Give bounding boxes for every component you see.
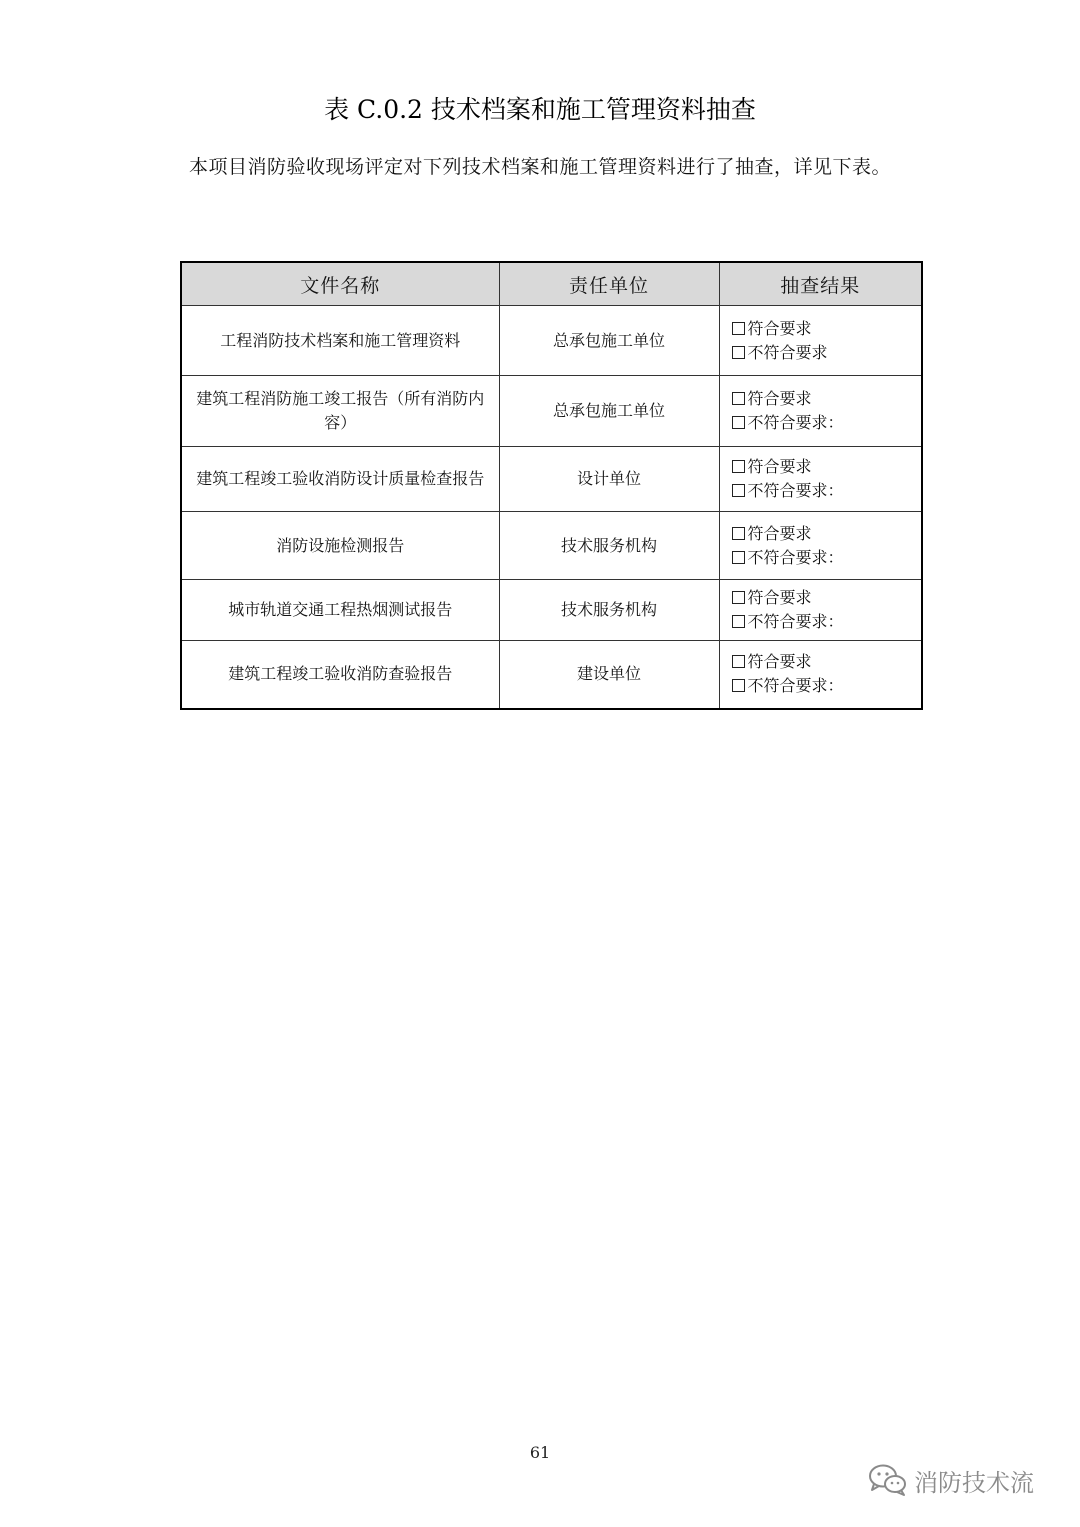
checkbox-icon[interactable] [732, 551, 745, 564]
pass-label: 符合要求 [747, 523, 812, 543]
header-file-name: 文件名称 [181, 262, 499, 306]
unit-cell: 技术服务机构 [499, 512, 719, 580]
fail-option[interactable] [732, 610, 912, 634]
fail-option[interactable] [732, 479, 912, 503]
checkbox-icon[interactable] [732, 527, 745, 540]
fail-label: 不符合要求 [747, 342, 828, 362]
file-name-cell: 消防设施检测报告 [181, 512, 499, 580]
table-row [181, 512, 922, 580]
table-row [181, 580, 922, 641]
document-title: 表 C.0.2 技术档案和施工管理资料抽查 [324, 95, 756, 124]
fail-label: 不符合要求： [747, 547, 844, 567]
result-cell [719, 306, 922, 376]
pass-label: 符合要求 [747, 457, 812, 476]
pass-option[interactable] [732, 387, 912, 411]
table-row [181, 306, 922, 376]
fail-label: 不符合要求： [747, 612, 844, 631]
watermark-text: 消防技术流 [914, 1468, 1034, 1497]
pass-option[interactable] [732, 317, 912, 341]
file-name-cell: 建筑工程竣工验收消防查验报告 [181, 641, 499, 709]
result-cell [719, 580, 922, 641]
checkbox-icon[interactable] [732, 416, 745, 429]
unit-cell: 总承包施工单位 [499, 306, 719, 376]
checkbox-icon[interactable] [732, 346, 745, 359]
checkbox-icon[interactable] [732, 392, 745, 405]
checkbox-icon[interactable] [732, 615, 745, 628]
fail-option[interactable] [732, 546, 912, 570]
fail-option[interactable] [732, 674, 912, 698]
checkbox-icon[interactable] [732, 460, 745, 473]
fail-label: 不符合要求： [747, 676, 844, 696]
intro-paragraph: 本项目消防验收现场评定对下列技术档案和施工管理资料进行了抽查，详见下表。 [188, 156, 891, 178]
unit-cell: 建设单位 [499, 641, 719, 709]
pass-option[interactable] [732, 586, 912, 610]
result-cell [719, 641, 922, 709]
fail-option[interactable] [732, 411, 912, 435]
checkbox-icon[interactable] [732, 591, 745, 604]
fail-option[interactable] [732, 341, 912, 365]
pass-label: 符合要求 [747, 389, 812, 408]
wechat-icon [868, 1463, 908, 1497]
unit-cell: 技术服务机构 [499, 580, 719, 641]
header-responsible-unit: 责任单位 [499, 262, 719, 306]
checkbox-icon[interactable] [732, 655, 745, 668]
file-name-cell: 建筑工程竣工验收消防设计质量检查报告 [181, 447, 499, 512]
file-name-cell: 工程消防技术档案和施工管理资料 [181, 306, 499, 376]
table-row [181, 376, 922, 447]
checkbox-icon[interactable] [732, 322, 745, 335]
unit-cell: 总承包施工单位 [499, 376, 719, 447]
archive-check-table [180, 261, 923, 710]
header-check-result: 抽查结果 [719, 262, 922, 306]
table-row [181, 641, 922, 709]
pass-label: 符合要求 [747, 588, 812, 607]
table-row [181, 447, 922, 512]
result-cell [719, 376, 922, 447]
fail-label: 不符合要求： [747, 481, 844, 500]
checkbox-icon[interactable] [732, 679, 745, 692]
watermark [868, 1460, 1034, 1500]
unit-cell: 设计单位 [499, 447, 719, 512]
pass-label: 符合要求 [747, 652, 812, 672]
pass-option[interactable] [732, 455, 912, 479]
checkbox-icon[interactable] [732, 484, 745, 497]
page-number: 61 [529, 1443, 551, 1462]
pass-option[interactable] [732, 650, 912, 674]
file-name-cell: 建筑工程消防施工竣工报告（所有消防内容） [181, 376, 499, 447]
table-header-row [181, 262, 922, 306]
file-name-cell: 城市轨道交通工程热烟测试报告 [181, 580, 499, 641]
result-cell [719, 447, 922, 512]
pass-label: 符合要求 [747, 318, 812, 338]
fail-label: 不符合要求： [747, 413, 844, 432]
result-cell [719, 512, 922, 580]
pass-option[interactable] [732, 522, 912, 546]
